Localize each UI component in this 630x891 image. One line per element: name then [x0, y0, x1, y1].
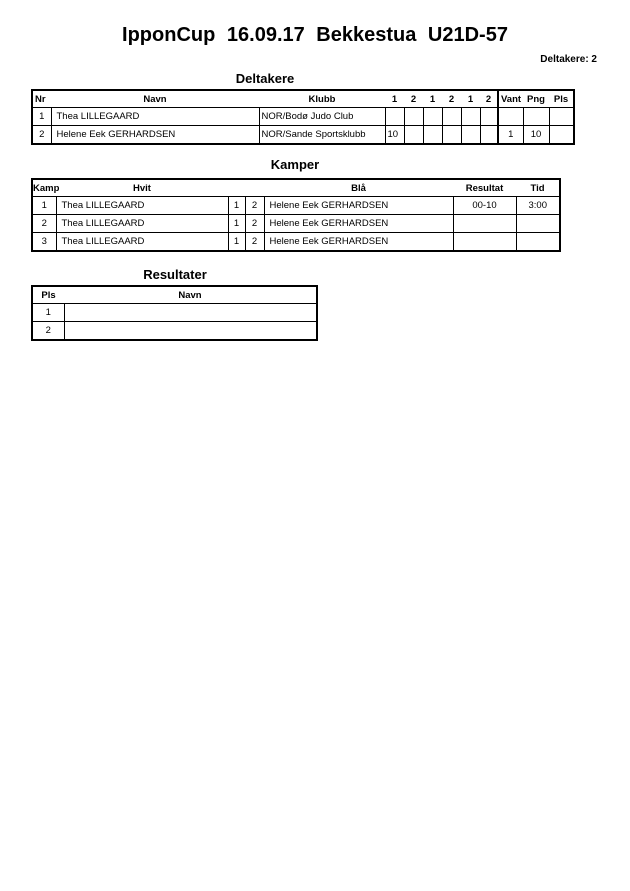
col-resultat: Resultat [465, 182, 504, 194]
score [480, 108, 498, 126]
hvit: Thea LILLEGAARD [56, 197, 228, 215]
table-row [32, 126, 574, 145]
col-s3: 1 [429, 93, 436, 105]
kamp: 1 [32, 197, 56, 215]
hvit-nr: 1 [228, 215, 245, 233]
vant [498, 108, 523, 126]
tid [516, 233, 560, 252]
resultat: 00-10 [453, 197, 516, 215]
col-navn: Navn [178, 289, 202, 301]
table-row [32, 233, 560, 252]
score [442, 108, 461, 126]
hvit-nr: 1 [228, 197, 245, 215]
deltakere-table [31, 89, 575, 145]
score [423, 108, 442, 126]
col-s2: 2 [410, 93, 417, 105]
png: 10 [523, 126, 549, 145]
resultater-heading: Resultater [143, 267, 207, 282]
klubb: NOR/Sande Sportsklubb [259, 126, 385, 145]
col-s6: 2 [485, 93, 492, 105]
col-s4: 2 [448, 93, 455, 105]
table-row [32, 304, 317, 322]
tid [516, 215, 560, 233]
bla-nr: 2 [245, 197, 264, 215]
col-s5: 1 [467, 93, 474, 105]
navn: Thea LILLEGAARD [51, 108, 259, 126]
nr: 2 [32, 126, 51, 145]
score [461, 126, 480, 145]
col-bla: Blå [351, 182, 366, 194]
klubb: NOR/Bodø Judo Club [259, 108, 385, 126]
bla: Helene Eek GERHARDSEN [264, 233, 453, 252]
col-pls: Pls [41, 289, 56, 301]
header-row [32, 179, 560, 197]
score [442, 126, 461, 145]
col-hvit: Hvit [133, 182, 151, 194]
bla-nr: 2 [245, 215, 264, 233]
bla-nr: 2 [245, 233, 264, 252]
hvit: Thea LILLEGAARD [56, 215, 228, 233]
navn: Helene Eek GERHARDSEN [51, 126, 259, 145]
table-row [32, 322, 317, 341]
deltakere-heading: Deltakere [235, 71, 295, 86]
navn [64, 322, 317, 341]
kamper-heading: Kamper [270, 157, 320, 172]
pls [549, 126, 574, 145]
participant-count: Deltakere: 2 [540, 54, 597, 65]
col-klubb: Klubb [308, 93, 336, 105]
score [423, 126, 442, 145]
pls [549, 108, 574, 126]
col-vant: Vant [498, 90, 523, 108]
vant: 1 [498, 126, 523, 145]
table-row [32, 197, 560, 215]
col-png: Png [527, 93, 545, 105]
nr: 1 [32, 108, 51, 126]
pls: 1 [32, 304, 64, 322]
tid: 3:00 [516, 197, 560, 215]
col-navn: Navn [143, 93, 167, 105]
resultat [453, 215, 516, 233]
kamp: 3 [32, 233, 56, 252]
bla: Helene Eek GERHARDSEN [264, 215, 453, 233]
score [404, 126, 423, 145]
resultater-table [31, 285, 318, 341]
table-row [32, 108, 574, 126]
header-row [32, 286, 317, 304]
png [523, 108, 549, 126]
kamper-table [31, 178, 561, 252]
table-row [32, 215, 560, 233]
score: 10 [385, 126, 404, 145]
pls: 2 [32, 322, 64, 341]
score [404, 108, 423, 126]
score [385, 108, 404, 126]
col-pls: Pls [553, 93, 569, 105]
navn [64, 304, 317, 322]
score [461, 108, 480, 126]
score [480, 126, 498, 145]
col-s1: 1 [391, 93, 398, 105]
col-nr: Nr [35, 93, 46, 105]
page-title: IpponCup 16.09.17 Bekkestua U21D-57 [122, 24, 508, 46]
header-row [32, 90, 574, 108]
hvit-nr: 1 [228, 233, 245, 252]
kamp: 2 [32, 215, 56, 233]
col-kamp: Kamp [33, 182, 60, 194]
col-tid: Tid [530, 182, 545, 194]
hvit: Thea LILLEGAARD [56, 233, 228, 252]
bla: Helene Eek GERHARDSEN [264, 197, 453, 215]
resultat [453, 233, 516, 252]
